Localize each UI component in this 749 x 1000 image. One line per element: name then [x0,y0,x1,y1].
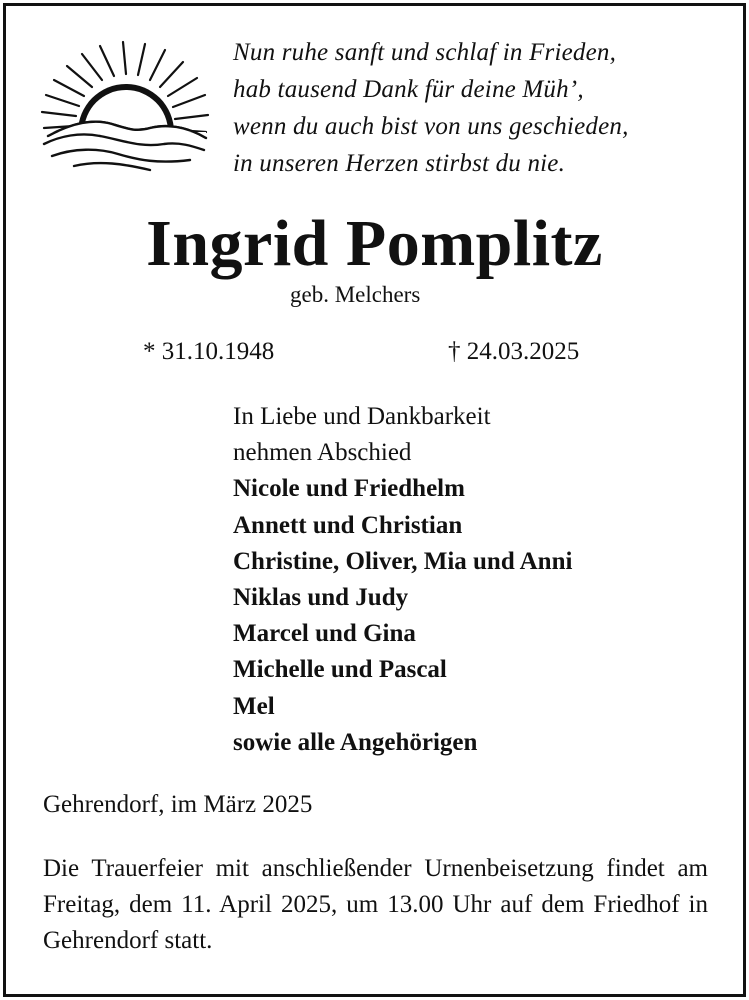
mourner-name: Marcel und Gina [233,620,416,648]
poem [233,34,733,182]
poem-line: in unseren Herzen stirbst du nie. [233,150,566,177]
birth-date: * 31.10.1948 [143,338,275,365]
maiden-name: geb. Melchers [290,282,421,307]
mourners-intro: In Liebe und Dankbarkeit [233,403,491,430]
poem-line: wenn du auch bist von uns geschieden, [233,113,629,140]
poem-line: hab tausend Dank für deine Müh’, [233,76,584,103]
mourners-intro: nehmen Abschied [233,439,412,467]
mourner-name: Annett und Christian [233,511,463,539]
poem-line: Nun ruhe sanft und schlaf in Frieden, [233,39,617,66]
mourner-name: Niklas und Judy [233,584,409,612]
death-date: † 24.03.2025 [448,338,580,365]
deceased-name: Ingrid Pomplitz [146,207,603,280]
mourner-name: sowie alle Angehörigen [233,728,478,756]
mourner-name: Mel [233,692,275,720]
place-and-date: Gehrendorf, im März 2025 [43,791,313,818]
funeral-notice: Die Trauerfeier mit anschließender Urnenbeisetzung findet am Freitag, dem 11. April 2025, um 13.00 Uhr auf dem Friedhof in Gehrendorf statt. [43,855,708,954]
mourners-list [233,399,733,761]
sun-over-hills-icon [40,40,210,180]
mourner-name: Michelle und Pascal [233,656,447,684]
mourner-name: Nicole und Friedhelm [233,475,465,503]
mourner-name: Christine, Oliver, Mia und Anni [233,547,573,575]
